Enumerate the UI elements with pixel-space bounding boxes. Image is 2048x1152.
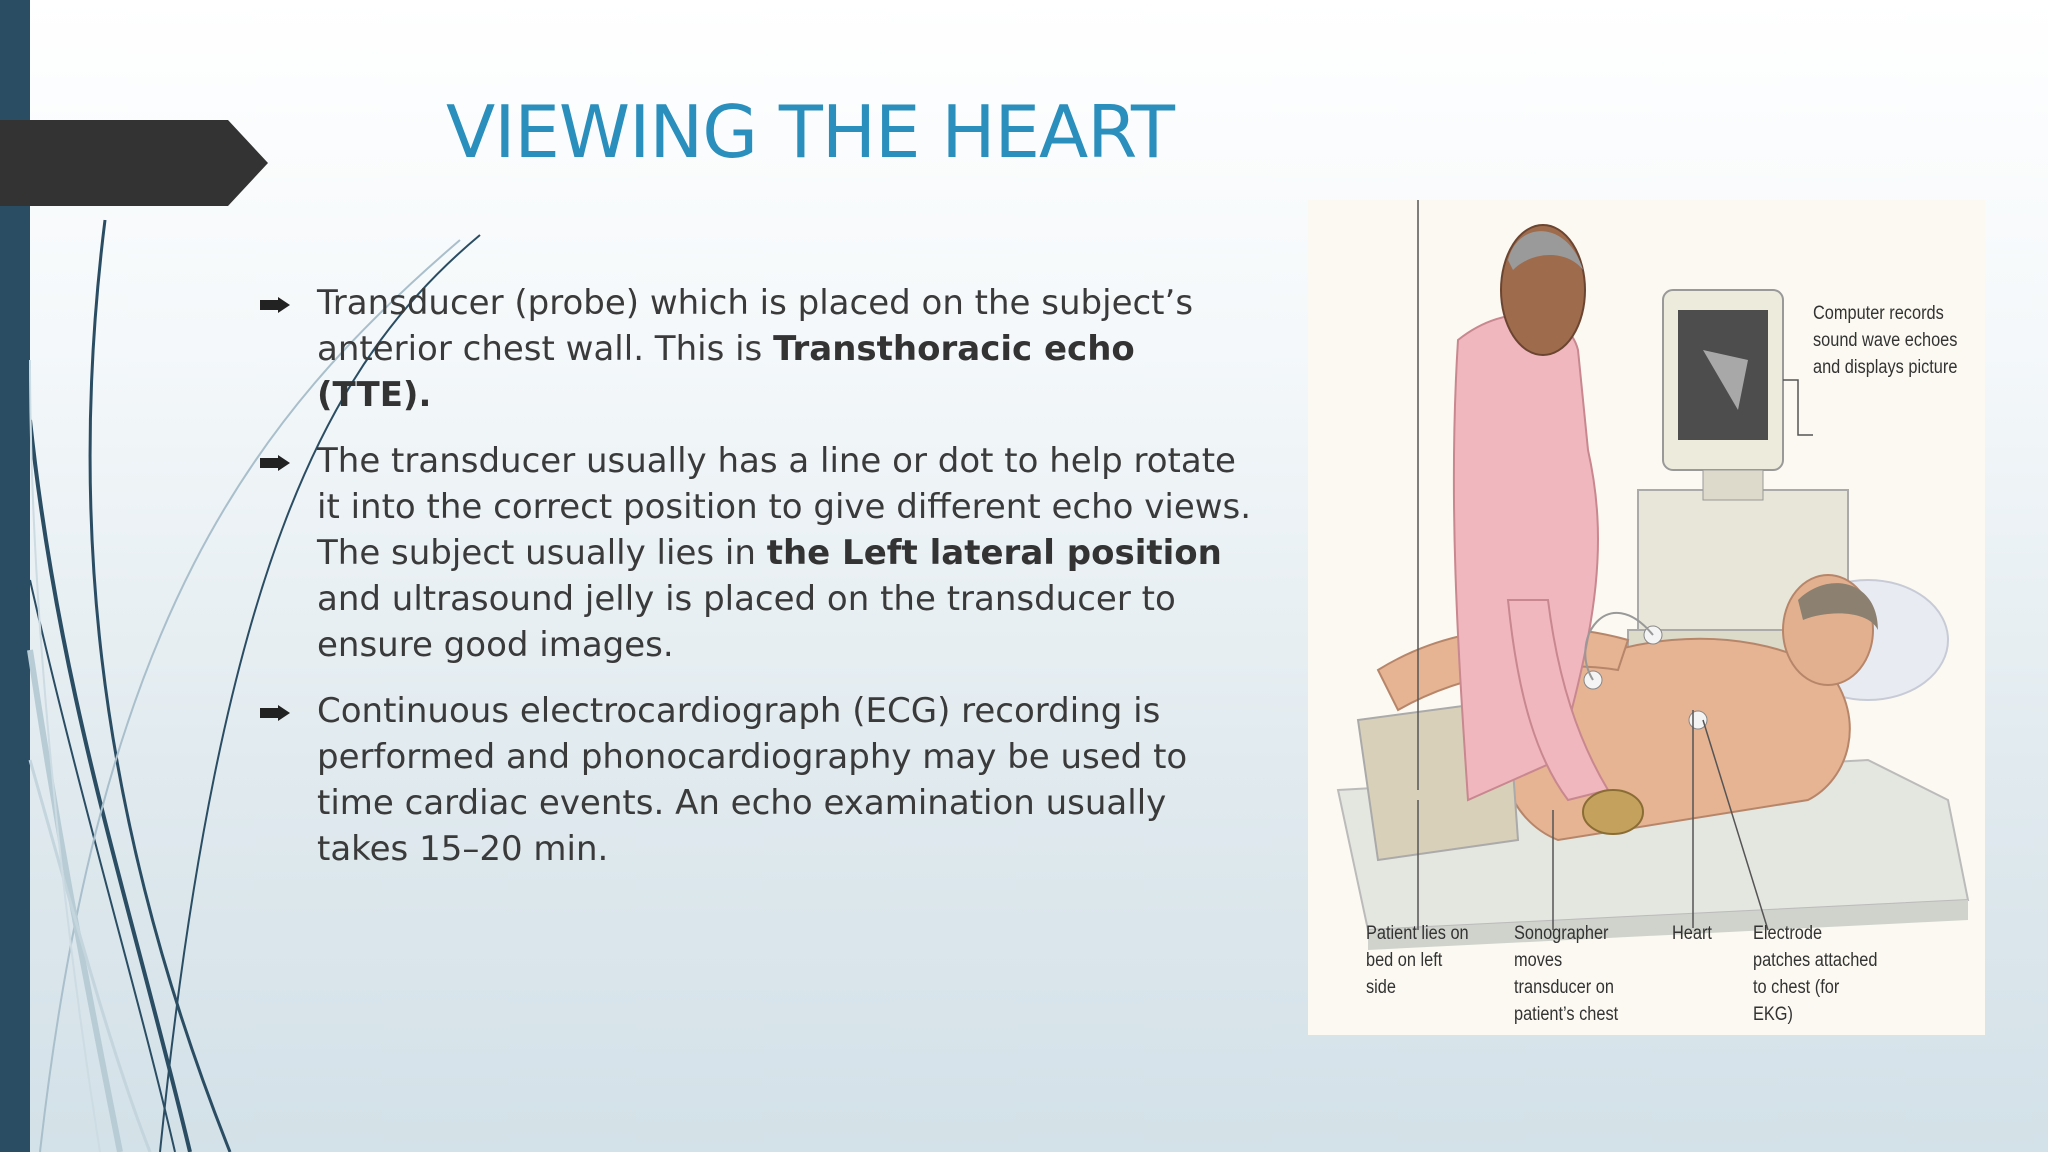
bullet-item: [260, 438, 1260, 668]
arrow-bullet-icon: [260, 705, 290, 721]
label-computer: Computer records sound wave echoes and displays picture: [1813, 303, 1958, 378]
echo-illustration: [1308, 200, 1985, 1035]
bullet-list: [260, 280, 1260, 892]
bullet-text: Continuous electrocardiograph (ECG) recording is performed and phonocardiography may be used to time cardiac events. An echo examination usually takes 15–20 min.: [317, 691, 1188, 869]
arrow-bullet-icon: [260, 297, 290, 313]
bullet-text: Transducer (probe) which is placed on the subject’s anterior chest wall. This is: [317, 283, 1194, 369]
bullet-bold-text: Transthoracic echo (TTE).: [317, 329, 1135, 415]
slide-title: VIEWING THE HEART: [445, 90, 1175, 174]
label-heart: Heart: [1672, 923, 1712, 944]
title-arrow-shape: [0, 120, 270, 206]
label-patient: Patient lies on bed on left side: [1366, 923, 1469, 998]
bullet-text: The transducer usually has a line or dot to help rotate it into the correct position to give different echo views. The subject usually lies in: [317, 441, 1252, 573]
label-sonographer: Sonographer moves transducer on patient’s chest: [1514, 923, 1619, 1025]
bullet-item: [260, 280, 1260, 418]
bullet-text: and ultrasound jelly is placed on the transducer to ensure good images.: [317, 579, 1176, 665]
bullet-bold-text: the Left lateral position: [766, 533, 1222, 573]
arrow-bullet-icon: [260, 455, 290, 471]
bullet-item: [260, 688, 1260, 872]
label-electrodes: Electrode patches attached to chest (for EKG): [1753, 923, 1878, 1025]
